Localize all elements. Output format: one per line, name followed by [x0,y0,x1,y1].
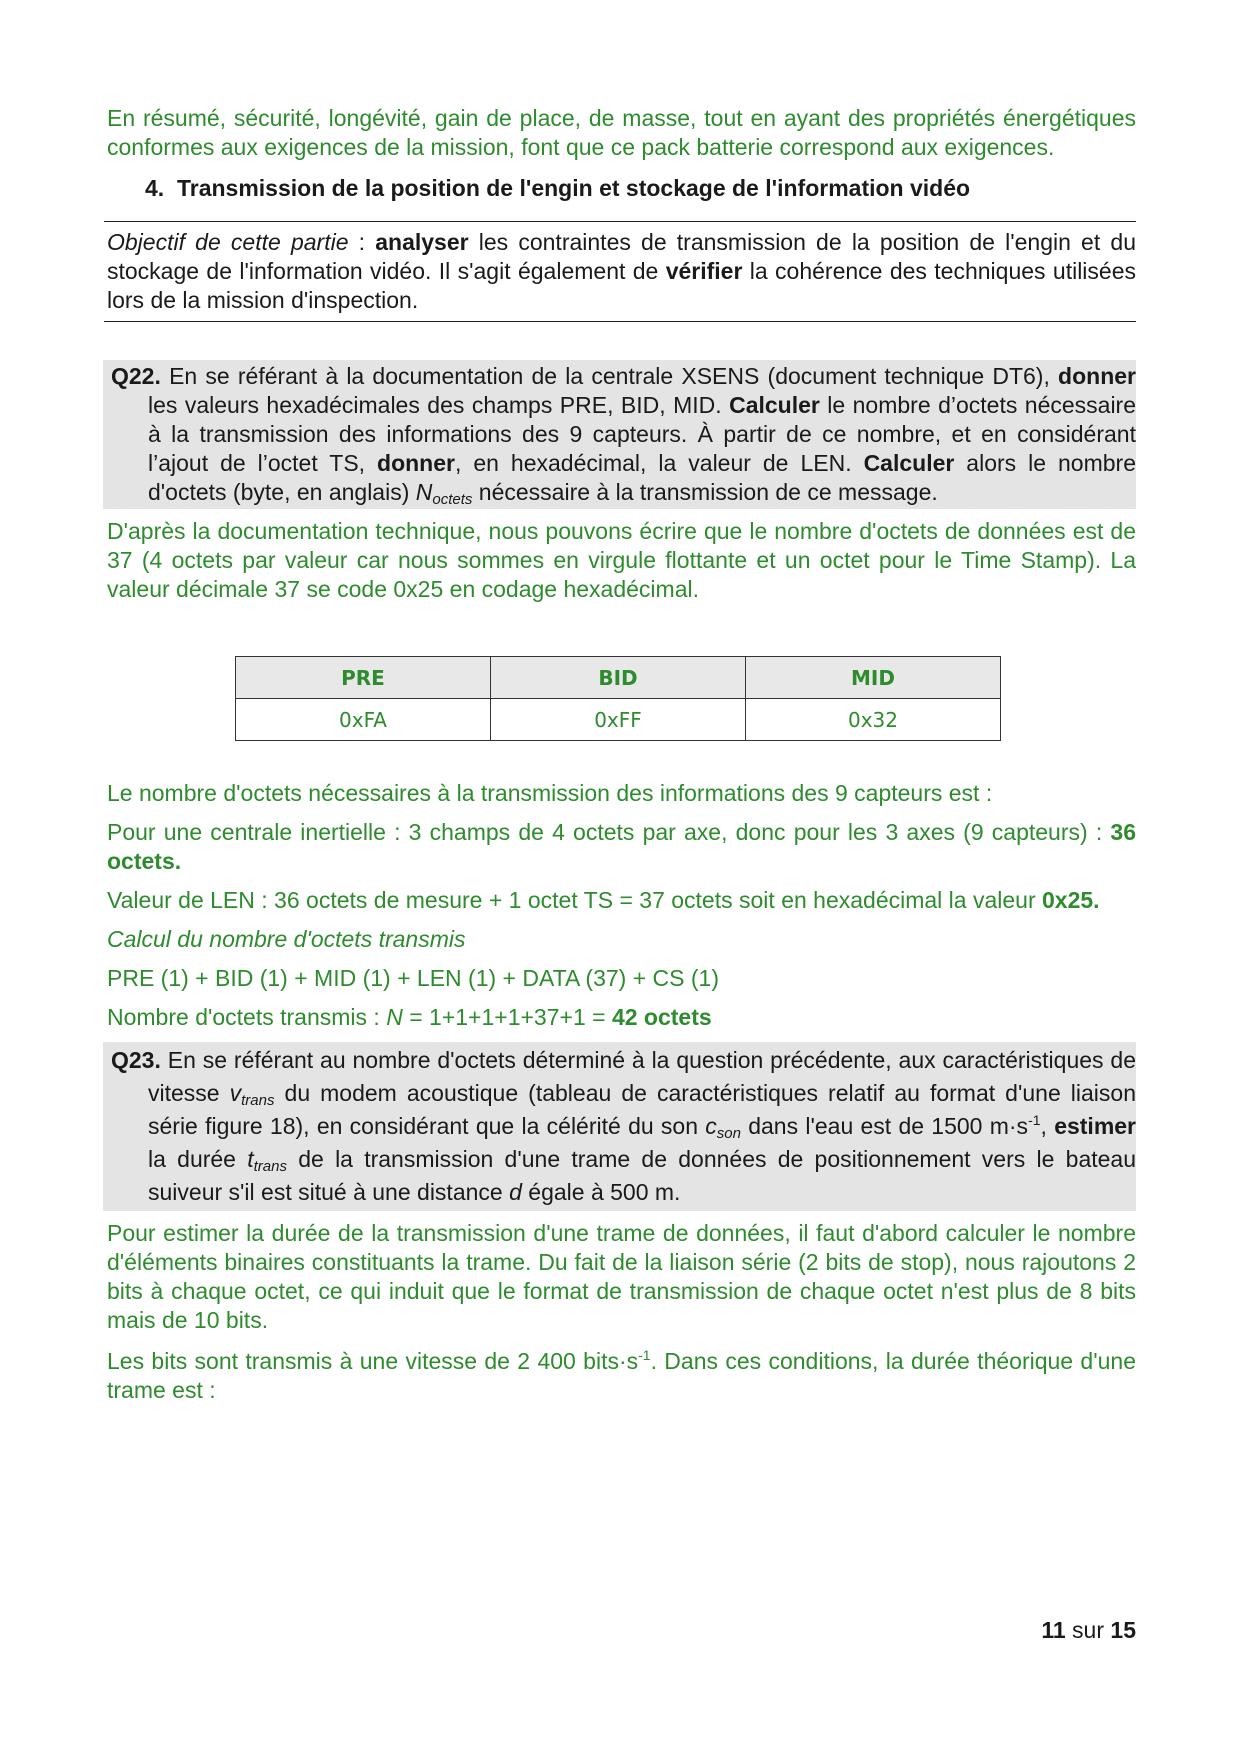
question-q23: Q23. En se référant au nombre d'octets déterminé à la question précédente, aux caractéristiques de vitesse $v_{trans}$ du modem acoustique (tableau de caractéristiques relatif au format d'une liaison série figure 18), en considérant que la célérité du son $c_{son}$ dans l'eau est de 1500 $m\cdot s^{-1}$, estimer la durée $t_{trans}$ de la transmission d'une trame de données de positionnement vers le bateau suiveur s'il est situé à une distance d égale à 500 m. [103,1042,1136,1211]
page-number: 11 sur 15 [1041,1617,1136,1643]
objective-box: Objectif de cette partie : analyser les contraintes de transmission de la position de l'engin et du stockage de l'information vidéo. Il s'agit également de vérifier la cohérence des techniques utilisées lors de la mission d'inspection. [104,221,1136,322]
objective-label: Objectif de cette partie [107,229,349,255]
table-row [236,699,1001,741]
document-page [107,104,1136,1405]
table-cell: 0xFA [236,699,491,741]
objective-verb-verifier: vérifier [665,258,743,284]
objective-verb-analyser: analyser [375,229,469,255]
answer-line: Nombre d'octets transmis : N = 1+1+1+1+37+1 = 42 octets [107,1004,712,1030]
table-cell: 0x32 [746,699,1001,741]
section-heading [145,174,1136,203]
question-q22: Q22. En se référant à la documentation de la centrale XSENS (document technique DT6), donner les valeurs hexadécimales des champs PRE, BID, MID. Calculer le nombre d’octets nécessaire à la transmission des informations des 9 capteurs. À partir de ce nombre, et en considérant l’ajout de l’octet TS, donner, en hexadécimal, la valeur de LEN. Calculer alors le nombre d'octets (byte, en anglais) $N_{octets}$ nécessaire à la transmission de ce message. [103,360,1136,509]
answer-q23-paragraph: Pour estimer la durée de la transmission d'une trame de données, il faut d'abord calculer le nombre d'éléments binaires constituants la trame. Du fait de la liaison série (2 bits de stop), nous rajoutons 2 bits à chaque octet, ce qui induit que le format de transmission de chaque octet n'est plus de 8 bits mais de 10 bits. [107,1220,1136,1333]
answer-line: Valeur de LEN : 36 octets de mesure + 1 octet TS = 37 octets soit en hexadécimal la valeur 0x25. [107,887,1100,913]
section-title: Transmission de la position de l'engin et stockage de l'information vidéo [176,175,971,201]
intro-paragraph: En résumé, sécurité, longévité, gain de place, de masse, tout en ayant des propriétés énergétiques conformes aux exigences de la mission, font que ce pack batterie correspond aux exigences. [107,105,1136,160]
question-number: Q22. [111,363,161,389]
answer-line: Pour une centrale inertielle : 3 champs de 4 octets par axe, donc pour les 3 axes (9 capteurs) : 36 octets. [107,819,1136,874]
table-header-cell: PRE [236,657,491,699]
table-header-row [236,657,1001,699]
table-header-cell: MID [746,657,1001,699]
question-number: Q23. [111,1047,161,1073]
answer-line: Calcul du nombre d'octets transmis [107,926,466,952]
answer-q23-paragraph: Les bits sont transmis à une vitesse de 2 400 $bits\cdot s^{-1}$. Dans ces conditions, la durée théorique d'une trame est : [107,1347,1136,1403]
answer-line: Le nombre d'octets nécessaires à la transmission des informations des 9 capteurs est : [107,780,993,806]
frame-fields-table [235,656,1001,741]
answer-line: PRE (1) + BID (1) + MID (1) + LEN (1) + DATA (37) + CS (1) [107,965,719,991]
table-header-cell: BID [491,657,746,699]
table-cell: 0xFF [491,699,746,741]
section-number: 4. [145,175,165,201]
answer-q22-paragraph: D'après la documentation technique, nous pouvons écrire que le nombre d'octets de données est de 37 (4 octets par valeur car nous sommes en virgule flottante et un octet pour le Time Stamp). La valeur décimale 37 se code 0x25 en codage hexadécimal. [107,518,1136,602]
